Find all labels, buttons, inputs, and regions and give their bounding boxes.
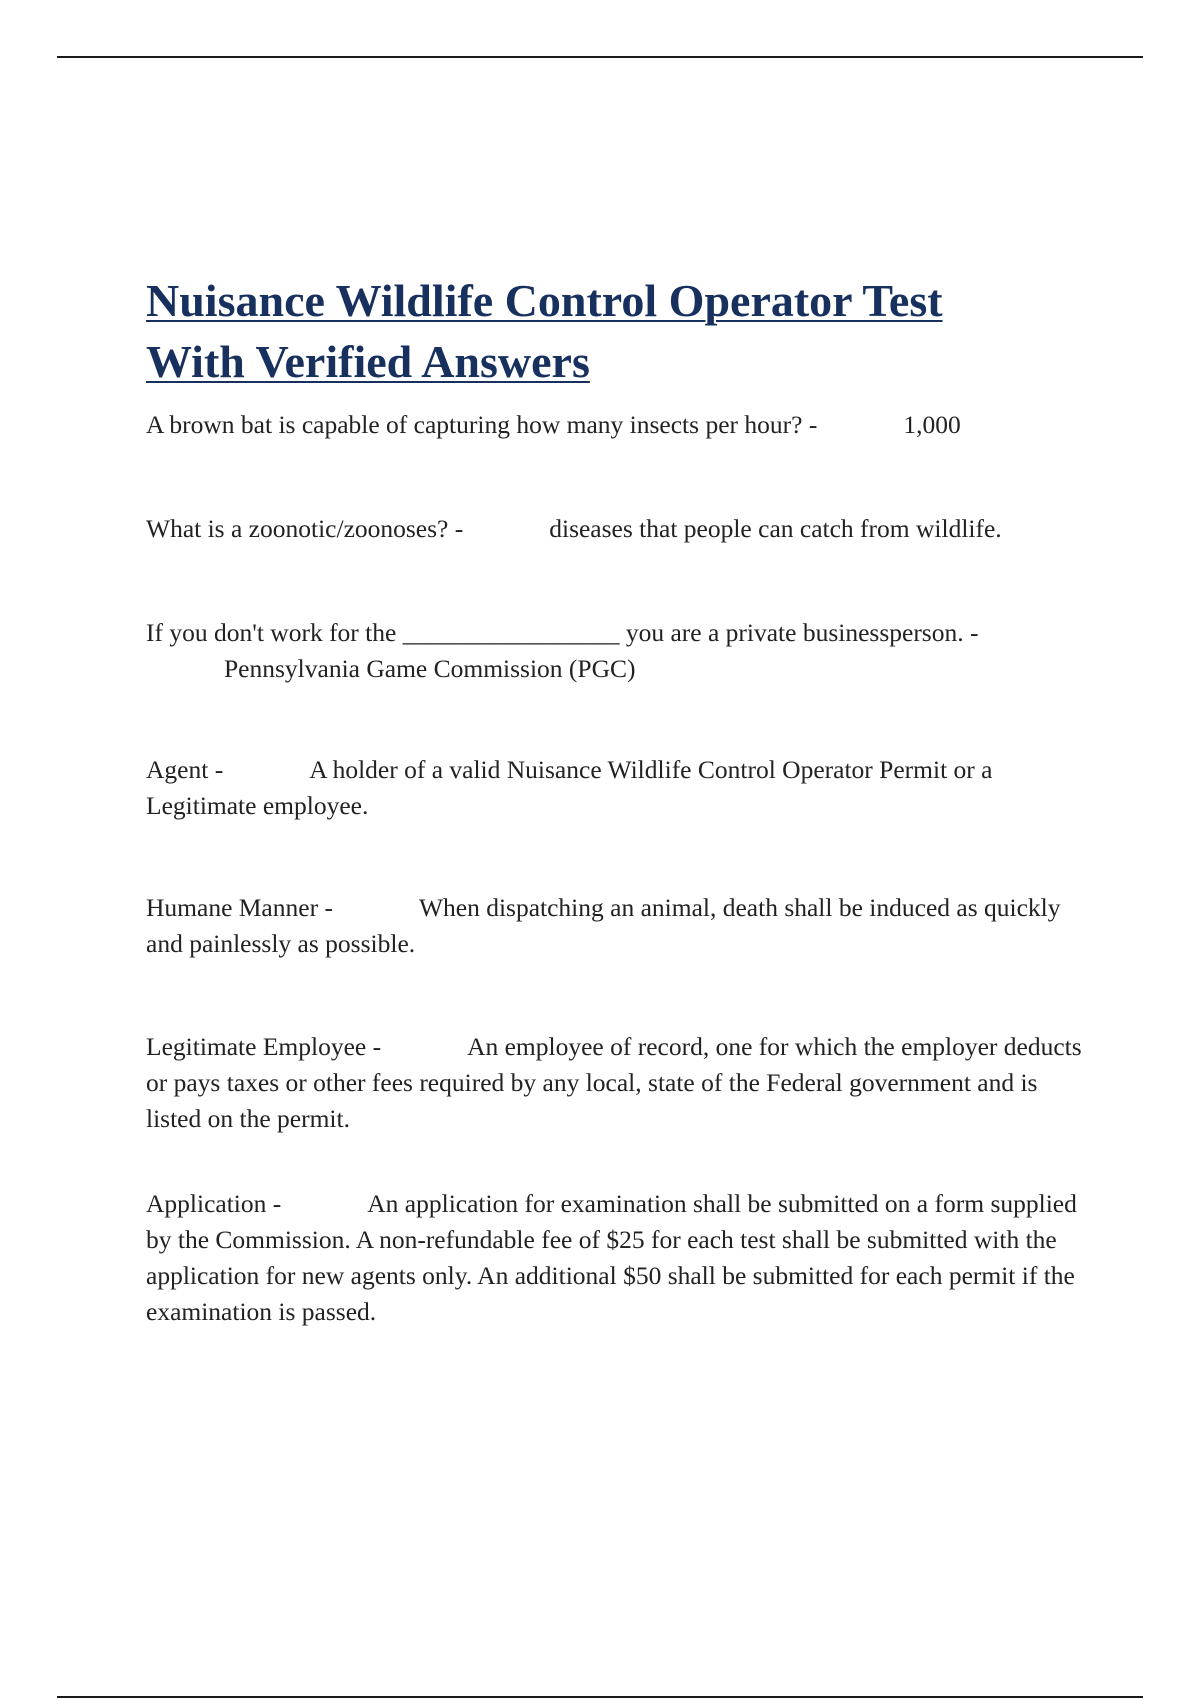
qa-item bbox=[146, 615, 1086, 687]
document-title bbox=[146, 270, 1106, 392]
document-title-line-2: With Verified Answers bbox=[146, 336, 590, 387]
footer-rule bbox=[57, 1696, 1143, 1698]
qa-item bbox=[146, 890, 1086, 962]
answer-text: An employee of record, one for which the employer deducts or pays taxes or other fees required by any local, state of the Federal government and is listed on the permit. bbox=[146, 1032, 1082, 1133]
qa-item bbox=[146, 752, 1086, 824]
answer-text: diseases that people can catch from wildlife. bbox=[549, 514, 1002, 543]
question-text: A brown bat is capable of capturing how many insects per hour? - bbox=[146, 410, 818, 439]
question-text: Legitimate Employee - bbox=[146, 1032, 382, 1061]
qa-item bbox=[146, 407, 1086, 443]
answer-text: Pennsylvania Game Commission (PGC) bbox=[224, 654, 636, 683]
qa-item bbox=[146, 1186, 1086, 1330]
question-text: Agent - bbox=[146, 755, 224, 784]
answer-text: When dispatching an animal, death shall be induced as quickly and painlessly as possible. bbox=[146, 893, 1061, 958]
question-text: Application - bbox=[146, 1189, 282, 1218]
answer-text: A holder of a valid Nuisance Wildlife Control Operator Permit or a Legitimate employee. bbox=[146, 755, 993, 820]
document-title-line-1: Nuisance Wildlife Control Operator Test bbox=[146, 275, 943, 326]
question-text: What is a zoonotic/zoonoses? - bbox=[146, 514, 464, 543]
header-rule bbox=[57, 56, 1143, 58]
answer-text: 1,000 bbox=[903, 410, 961, 439]
answer-text: An application for examination shall be submitted on a form supplied by the Commission. A non-refundable fee of $25 for each test shall be submitted with the application for new agents only. An additional $50 shall be submitted for each permit if the examination is passed. bbox=[146, 1189, 1077, 1326]
question-text: If you don't work for the _________________ you are a private businessperson. - bbox=[146, 618, 979, 647]
question-text: Humane Manner - bbox=[146, 893, 333, 922]
qa-item bbox=[146, 1029, 1086, 1137]
qa-item bbox=[146, 511, 1086, 547]
